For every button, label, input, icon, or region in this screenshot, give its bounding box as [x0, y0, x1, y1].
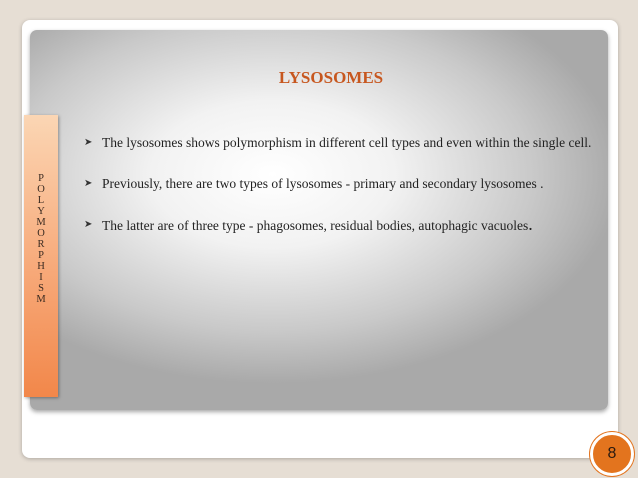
bullet-text: Previously, there are two types of lysosomes - primary and secondary lysosomes . [102, 176, 544, 191]
side-letter: M [36, 217, 46, 228]
bullet-text: The latter are of three type - phagosomes, residual bodies, autophagic vacuoles [102, 218, 529, 233]
side-letter: R [37, 239, 45, 250]
bullet-text: The lysosomes shows polymorphism in different cell types and even within the single cell. [102, 135, 592, 150]
bullet-item [82, 169, 592, 198]
side-tab-letters [24, 173, 58, 305]
side-letter: O [37, 184, 45, 195]
side-letter: I [39, 272, 43, 283]
bullet-item [82, 128, 592, 157]
side-tab-polymorphism [24, 115, 58, 397]
side-letter: Y [37, 206, 45, 217]
side-letter: S [38, 283, 44, 294]
bullet-end-mark: . [528, 214, 533, 234]
side-letter: H [37, 261, 45, 272]
page-number-badge: 8 [590, 432, 634, 476]
side-letter: O [37, 228, 45, 239]
bullet-list [82, 128, 592, 252]
side-letter: P [38, 173, 44, 184]
side-letter: L [37, 195, 45, 206]
slide-title: LYSOSOMES [278, 68, 384, 87]
side-letter: M [36, 294, 46, 305]
arrowhead-bullet-icon: ➤ [84, 219, 93, 230]
bullet-item [82, 210, 592, 240]
side-letter: P [38, 250, 44, 261]
arrowhead-bullet-icon: ➤ [84, 178, 93, 189]
arrowhead-bullet-icon: ➤ [84, 137, 93, 148]
